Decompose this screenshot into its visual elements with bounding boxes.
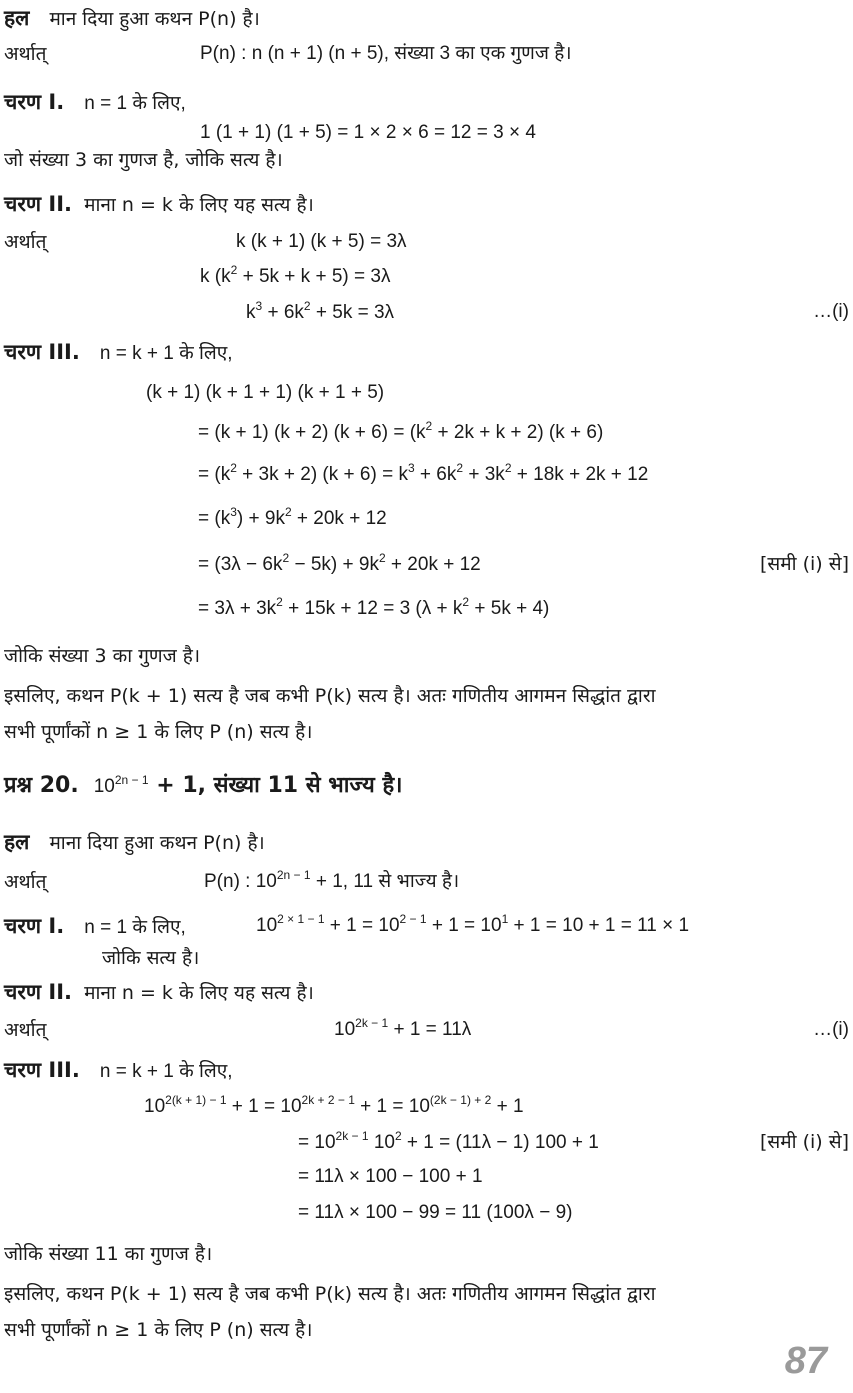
p2-s3-l2-a: = 10 xyxy=(298,1132,336,1153)
s3-line-6 xyxy=(198,594,849,623)
step-2-eq-2 xyxy=(200,262,849,291)
s3-l5-c: + 20k + 12 xyxy=(385,554,481,575)
p2-s1-sup2: 2 − 1 xyxy=(399,912,427,926)
p2-s1-c: + 1 = 10 xyxy=(426,915,502,936)
hal-label-2: हल xyxy=(4,830,30,854)
s2-eq3 xyxy=(246,299,395,323)
p2-step-1-label: चरण I. xyxy=(4,914,65,938)
step-1-result-text: जो संख्या 3 का गुणज है, जोकि सत्य है। xyxy=(4,149,283,171)
p2-pn-a: P(n) : 10 xyxy=(204,871,277,892)
s2-eq3-b: + 6k xyxy=(262,302,304,323)
q20-rest: + 1, संख्या 11 से भाज्य है। xyxy=(148,773,403,798)
step-2-label: चरण II. xyxy=(4,192,73,216)
p2-s1-d: + 1 = 10 + 1 = 11 × 1 xyxy=(508,915,690,936)
p2-s2-b: + 1 = 11λ xyxy=(388,1019,472,1040)
q20-base: 10 xyxy=(93,776,115,797)
p2-step-1-result xyxy=(102,944,849,972)
p2-s2-sup: 2k − 1 xyxy=(355,1016,389,1030)
p2-s3-l2-sup1: 2k − 1 xyxy=(335,1129,369,1143)
step-1-eq-text: 1 (1 + 1) (1 + 5) = 1 × 2 × 6 = 12 = 3 × 4 xyxy=(200,122,536,143)
p2-s1-sup3: 1 xyxy=(501,912,509,926)
p2-step-2 xyxy=(4,978,849,1007)
s3-line-5 xyxy=(198,550,849,579)
s3-l6-a: = 3λ + 3k xyxy=(198,598,277,619)
p2-result-line xyxy=(4,1240,849,1268)
s2-eq2-a: k (k xyxy=(200,266,231,287)
s3-l3-sup4: 2 xyxy=(504,461,512,475)
s2-eq2-sup: 2 xyxy=(230,263,238,277)
q20-exp: 2n − 1 xyxy=(114,773,149,787)
p2-step-2-label: चरण II. xyxy=(4,980,73,1004)
conclusion-line-1 xyxy=(4,682,849,710)
step-2-eq-1 xyxy=(4,228,849,256)
step-2-eq-3 xyxy=(246,298,849,327)
s3-l3-d: + 3k xyxy=(463,464,505,485)
s3-l4-c: + 20k + 12 xyxy=(291,508,387,529)
step-1-label: चरण I. xyxy=(4,90,65,114)
solution-intro xyxy=(4,4,849,33)
result-text: जोकि संख्या 3 का गुणज है। xyxy=(4,645,201,667)
arthat-label-4: अर्थात् xyxy=(4,1019,47,1041)
question-20 xyxy=(4,772,849,801)
s3-line-3 xyxy=(198,460,849,489)
s2-eq3-sup2: 2 xyxy=(303,299,311,313)
solution-intro-2 xyxy=(4,828,849,857)
p2-s3-l2-c: + 1 = (11λ − 1) 100 + 1 xyxy=(401,1132,599,1153)
s2-eq1-text: k (k + 1) (k + 5) = 3λ xyxy=(236,231,407,252)
p2-s3-l2-sup2: 2 xyxy=(394,1129,402,1143)
s3-l6-c: + 5k + 4) xyxy=(469,598,550,619)
arthat-label: अर्थात् xyxy=(4,43,47,65)
p2-s3-l2-b: 10 xyxy=(368,1132,395,1153)
p2-step-2-eq xyxy=(4,1016,849,1044)
p2-s3-l1-b: + 1 = 10 xyxy=(226,1096,302,1117)
s3-l6-sup1: 2 xyxy=(276,595,283,609)
p2-s3-l1-sup2: 2k + 2 − 1 xyxy=(301,1093,355,1107)
s3-l6-sup2: 2 xyxy=(462,595,470,609)
s2-eq3-c: + 5k = 3λ xyxy=(310,302,395,323)
p2-conclusion-line-1 xyxy=(4,1280,849,1308)
result-line xyxy=(4,642,849,670)
pn-equation: P(n) : n (n + 1) (n + 5), संख्या 3 का एक गुणज है। xyxy=(200,43,572,64)
p2-s3-line-3 xyxy=(298,1162,849,1191)
p2-pn-b: + 1, 11 से भाज्य है। xyxy=(310,871,460,892)
p2-step-1-result-text: जोकि सत्य है। xyxy=(102,947,200,969)
equation-ref-i: …(i) xyxy=(813,301,849,322)
step-1-heading xyxy=(4,88,849,118)
p2-s1-b: + 1 = 10 xyxy=(324,915,400,936)
s3-l3-sup1: 2 xyxy=(230,461,237,475)
p2-conclusion-line-2 xyxy=(4,1316,849,1344)
equation-ref-note: [समी (i) से] xyxy=(760,553,849,575)
p2-conclusion-1-text: इसलिए, कथन P(k + 1) सत्य है जब कभी P(k) सत्य है। अतः गणितीय आगमन सिद्धांत द्वारा xyxy=(4,1283,656,1305)
p2-s2-a: 10 xyxy=(334,1019,356,1040)
conclusion-2-text: सभी पूर्णांकों n ≥ 1 के लिए P (n) सत्य है। xyxy=(4,721,313,743)
p2-s3-l4-text: = 11λ × 100 − 99 = 11 (100λ − 9) xyxy=(298,1202,573,1223)
s3-l4-sup1: 3 xyxy=(230,505,237,519)
s3-l4-sup2: 2 xyxy=(284,505,292,519)
s3-line-2 xyxy=(198,418,849,447)
conclusion-line-2 xyxy=(4,718,849,746)
s3-l5-sup2: 2 xyxy=(378,551,386,565)
p2-s3-l1-a: 10 xyxy=(144,1096,166,1117)
p2-s3-l1-sup3: (2k − 1) + 2 xyxy=(429,1093,492,1107)
question-label: प्रश्न 20. xyxy=(4,773,79,798)
s3-l3-a: = (k xyxy=(198,464,231,485)
p2-equation-ref-note: [समी (i) से] xyxy=(760,1131,849,1153)
s3-l3-c: + 6k xyxy=(414,464,457,485)
s3-l5-b: − 5k) + 9k xyxy=(289,554,379,575)
step-3-label: चरण III. xyxy=(4,340,80,364)
s2-eq2 xyxy=(200,263,391,287)
s3-l1-text: (k + 1) (k + 1 + 1) (k + 1 + 5) xyxy=(146,382,385,403)
s3-l6-b: + 15k + 12 = 3 (λ + k xyxy=(282,598,463,619)
step-2-text: माना n = k के लिए यह सत्य है। xyxy=(84,194,314,216)
arthat-label-2: अर्थात् xyxy=(4,231,47,253)
p2-s3-line-4 xyxy=(298,1198,849,1227)
hal-text-2: माना दिया हुआ कथन P(n) है। xyxy=(49,832,265,854)
p2-conclusion-2-text: सभी पूर्णांकों n ≥ 1 के लिए P (n) सत्य है। xyxy=(4,1319,313,1341)
p2-step-3-text: n = k + 1 के लिए, xyxy=(99,1061,233,1082)
p2-equation-ref-i: …(i) xyxy=(813,1019,849,1040)
p2-step-3-label: चरण III. xyxy=(4,1058,80,1082)
hal-label: हल xyxy=(4,6,30,30)
s3-line-4 xyxy=(198,504,849,533)
p2-result-text: जोकि संख्या 11 का गुणज है। xyxy=(4,1243,213,1265)
s3-l5-sup1: 2 xyxy=(282,551,290,565)
s3-l4-a: = (k xyxy=(198,508,231,529)
s3-l3-sup3: 2 xyxy=(456,461,464,475)
conclusion-1-text: इसलिए, कथन P(k + 1) सत्य है जब कभी P(k) सत्य है। अतः गणितीय आगमन सिद्धांत द्वारा xyxy=(4,685,656,707)
step-1-equation xyxy=(200,118,849,147)
step-1-result xyxy=(4,146,849,174)
p2-step-2-text: माना n = k के लिए यह सत्य है। xyxy=(84,982,314,1004)
step-3-text: n = k + 1 के लिए, xyxy=(99,343,233,364)
p2-step-1 xyxy=(4,912,849,942)
p2-s3-line-2 xyxy=(298,1128,849,1157)
step-3-heading xyxy=(4,338,849,368)
p2-pn-sup: 2n − 1 xyxy=(276,868,311,882)
p2-s3-l1-c: + 1 = 10 xyxy=(354,1096,430,1117)
s2-eq3-a: k xyxy=(246,302,256,323)
p2-s1-a: 10 xyxy=(256,915,278,936)
p2-s3-l3-text: = 11λ × 100 − 100 + 1 xyxy=(298,1166,483,1187)
s3-l3-sup2: 3 xyxy=(407,461,415,475)
hal-text: मान दिया हुआ कथन P(n) है। xyxy=(49,8,260,30)
s3-l3-e: + 18k + 2k + 12 xyxy=(511,464,649,485)
p2-s3-l1-d: + 1 xyxy=(491,1096,524,1117)
p2-s3-l1-sup1: 2(k + 1) − 1 xyxy=(165,1093,227,1107)
arthat-label-3: अर्थात् xyxy=(4,871,47,893)
p2-s3-line-1 xyxy=(144,1092,849,1121)
step-2-heading xyxy=(4,190,849,219)
s3-l3-b: + 3k + 2) (k + 6) = k xyxy=(236,464,408,485)
page-number: 87 xyxy=(784,1340,827,1382)
s3-l2-b: + 2k + k + 2) (k + 6) xyxy=(432,422,604,443)
s3-l5-a: = (3λ − 6k xyxy=(198,554,283,575)
s3-line-1 xyxy=(146,378,849,407)
statement-line-2 xyxy=(4,868,849,896)
s3-l2-sup: 2 xyxy=(425,419,433,433)
p2-s1-sup1: 2 × 1 − 1 xyxy=(277,912,325,926)
s2-eq2-b: + 5k + k + 5) = 3λ xyxy=(237,266,391,287)
p2-step-3 xyxy=(4,1056,849,1086)
s3-l4-b: ) + 9k xyxy=(236,508,285,529)
s3-l2-a: = (k + 1) (k + 2) (k + 6) = (k xyxy=(198,422,426,443)
statement-line xyxy=(4,40,849,68)
step-1-text: n = 1 के लिए, xyxy=(84,93,186,114)
s2-eq3-sup1: 3 xyxy=(255,299,263,313)
p2-step-1-text: n = 1 के लिए, xyxy=(84,917,186,938)
